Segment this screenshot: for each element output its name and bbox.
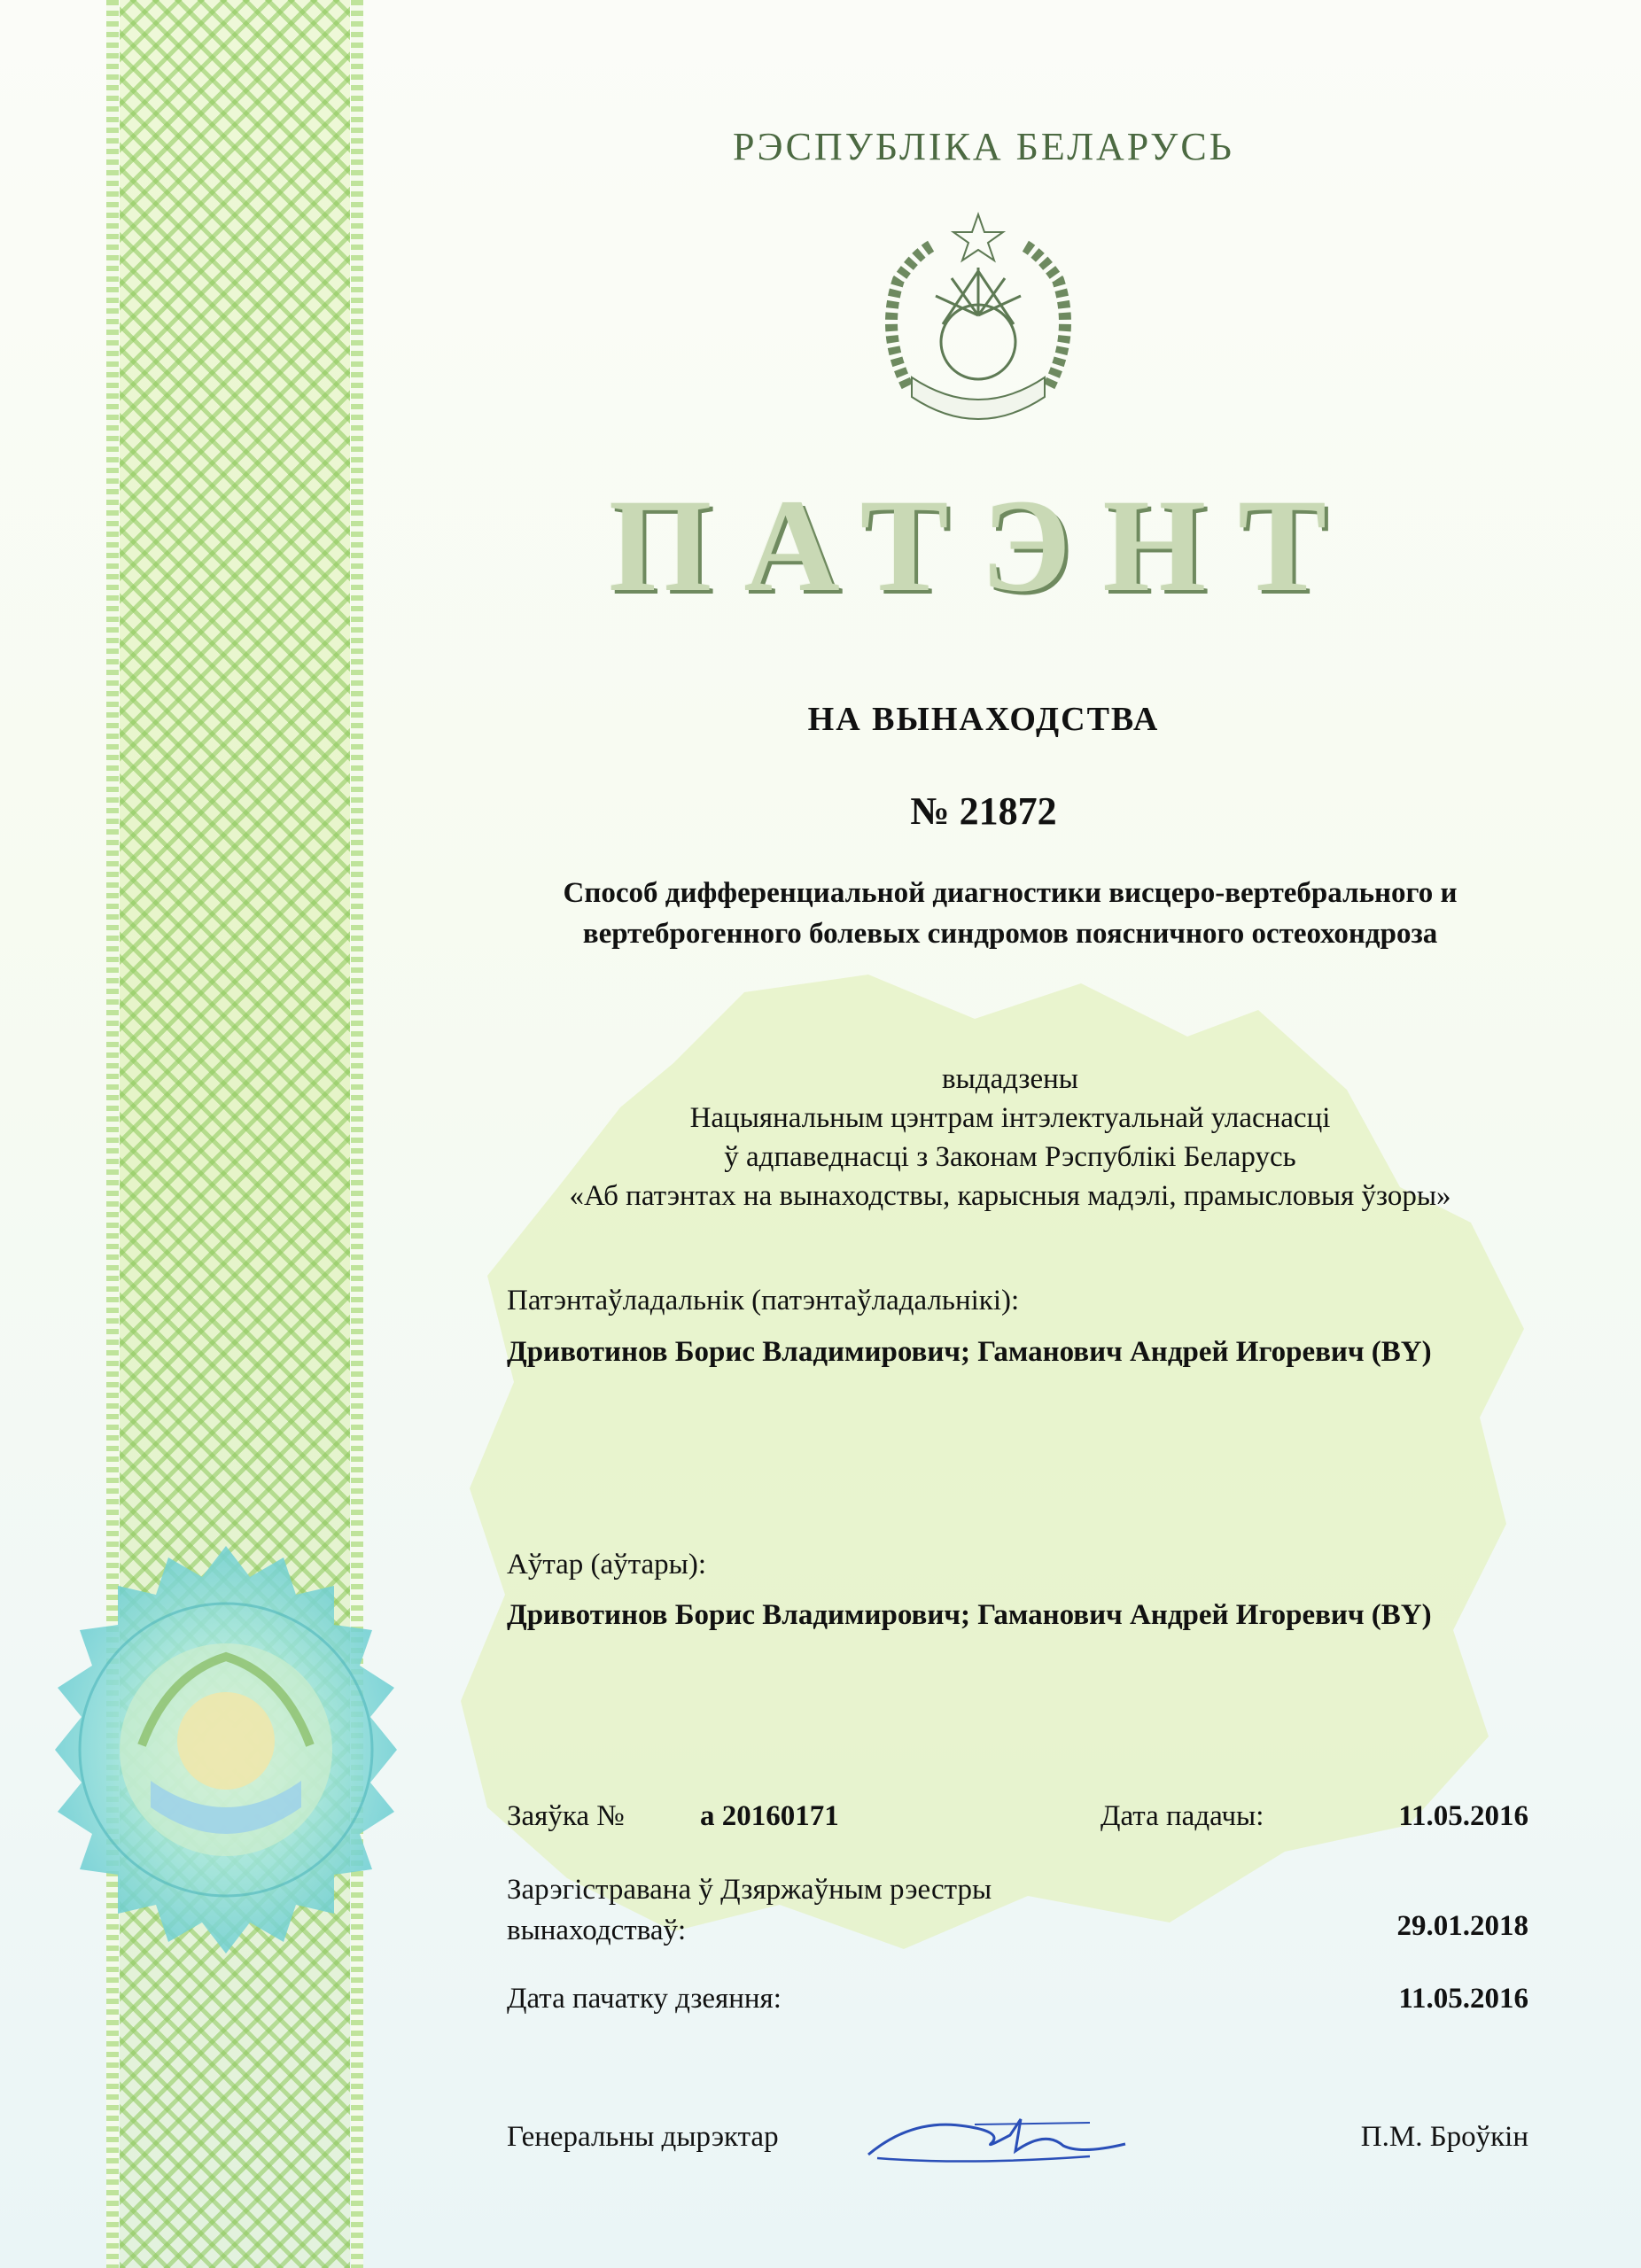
application-number-value: а 20160171	[700, 1800, 839, 1832]
director-signature	[859, 2100, 1134, 2179]
patent-number: № 21872	[910, 789, 1057, 833]
invention-title	[496, 873, 1524, 954]
invention-title-line: вертеброгенного болевых синдромов поясничного остеохондроза	[582, 918, 1438, 950]
patent-holder-label: Патэнтаўладальнік (патэнтаўладальнікі):	[507, 1285, 1020, 1317]
patent-holder-value: Дривотинов Борис Владимирович; Гаманович Андрей Игоревич (BY)	[507, 1336, 1432, 1368]
issuing-country: РЭСПУБЛІКА БЕЛАРУСЬ	[733, 125, 1234, 168]
document-subtitle: НА ВЫНАХОДСТВА	[807, 701, 1160, 738]
registration-label-line: Зарэгістравана ў Дзяржаўным рэестры	[507, 1874, 992, 1906]
application-number-label: Заяўка №	[507, 1800, 625, 1832]
registration-date-value: 29.01.2018	[1396, 1910, 1528, 1942]
issued-by-block	[496, 1060, 1524, 1216]
hologram-seal	[18, 1542, 434, 1958]
issued-line: выдадзены	[942, 1063, 1078, 1095]
signatory-title: Генеральны дырэктар	[507, 2121, 779, 2153]
coat-of-arms-emblem	[872, 209, 1085, 431]
document-title: ПАТЭНТ	[608, 472, 1359, 619]
registration-label	[507, 1869, 992, 1951]
registration-label-line: вынаходстваў:	[507, 1915, 687, 1946]
signatory-name: П.М. Броўкін	[1360, 2121, 1528, 2153]
filing-date-value: 11.05.2016	[1398, 1800, 1528, 1832]
validity-start-value: 11.05.2016	[1398, 1983, 1528, 2015]
issued-line: Нацыянальным цэнтрам інтэлектуальнай уласнасці	[689, 1102, 1331, 1134]
author-label: Аўтар (аўтары):	[507, 1549, 706, 1581]
issued-line: ў адпаведнасці з Законам Рэспублікі Беларусь	[724, 1141, 1296, 1173]
validity-start-label: Дата пачатку дзеяння:	[507, 1983, 782, 2015]
filing-date-label: Дата падачы:	[1100, 1800, 1264, 1832]
issued-line: «Аб патэнтах на вынаходствы, карысныя мадэлі, прамысловыя ўзоры»	[569, 1180, 1451, 1212]
author-value: Дривотинов Борис Владимирович; Гаманович Андрей Игоревич (BY)	[507, 1599, 1432, 1631]
invention-title-line: Способ дифференциальной диагностики висцеро-вертебрального и	[563, 877, 1458, 909]
